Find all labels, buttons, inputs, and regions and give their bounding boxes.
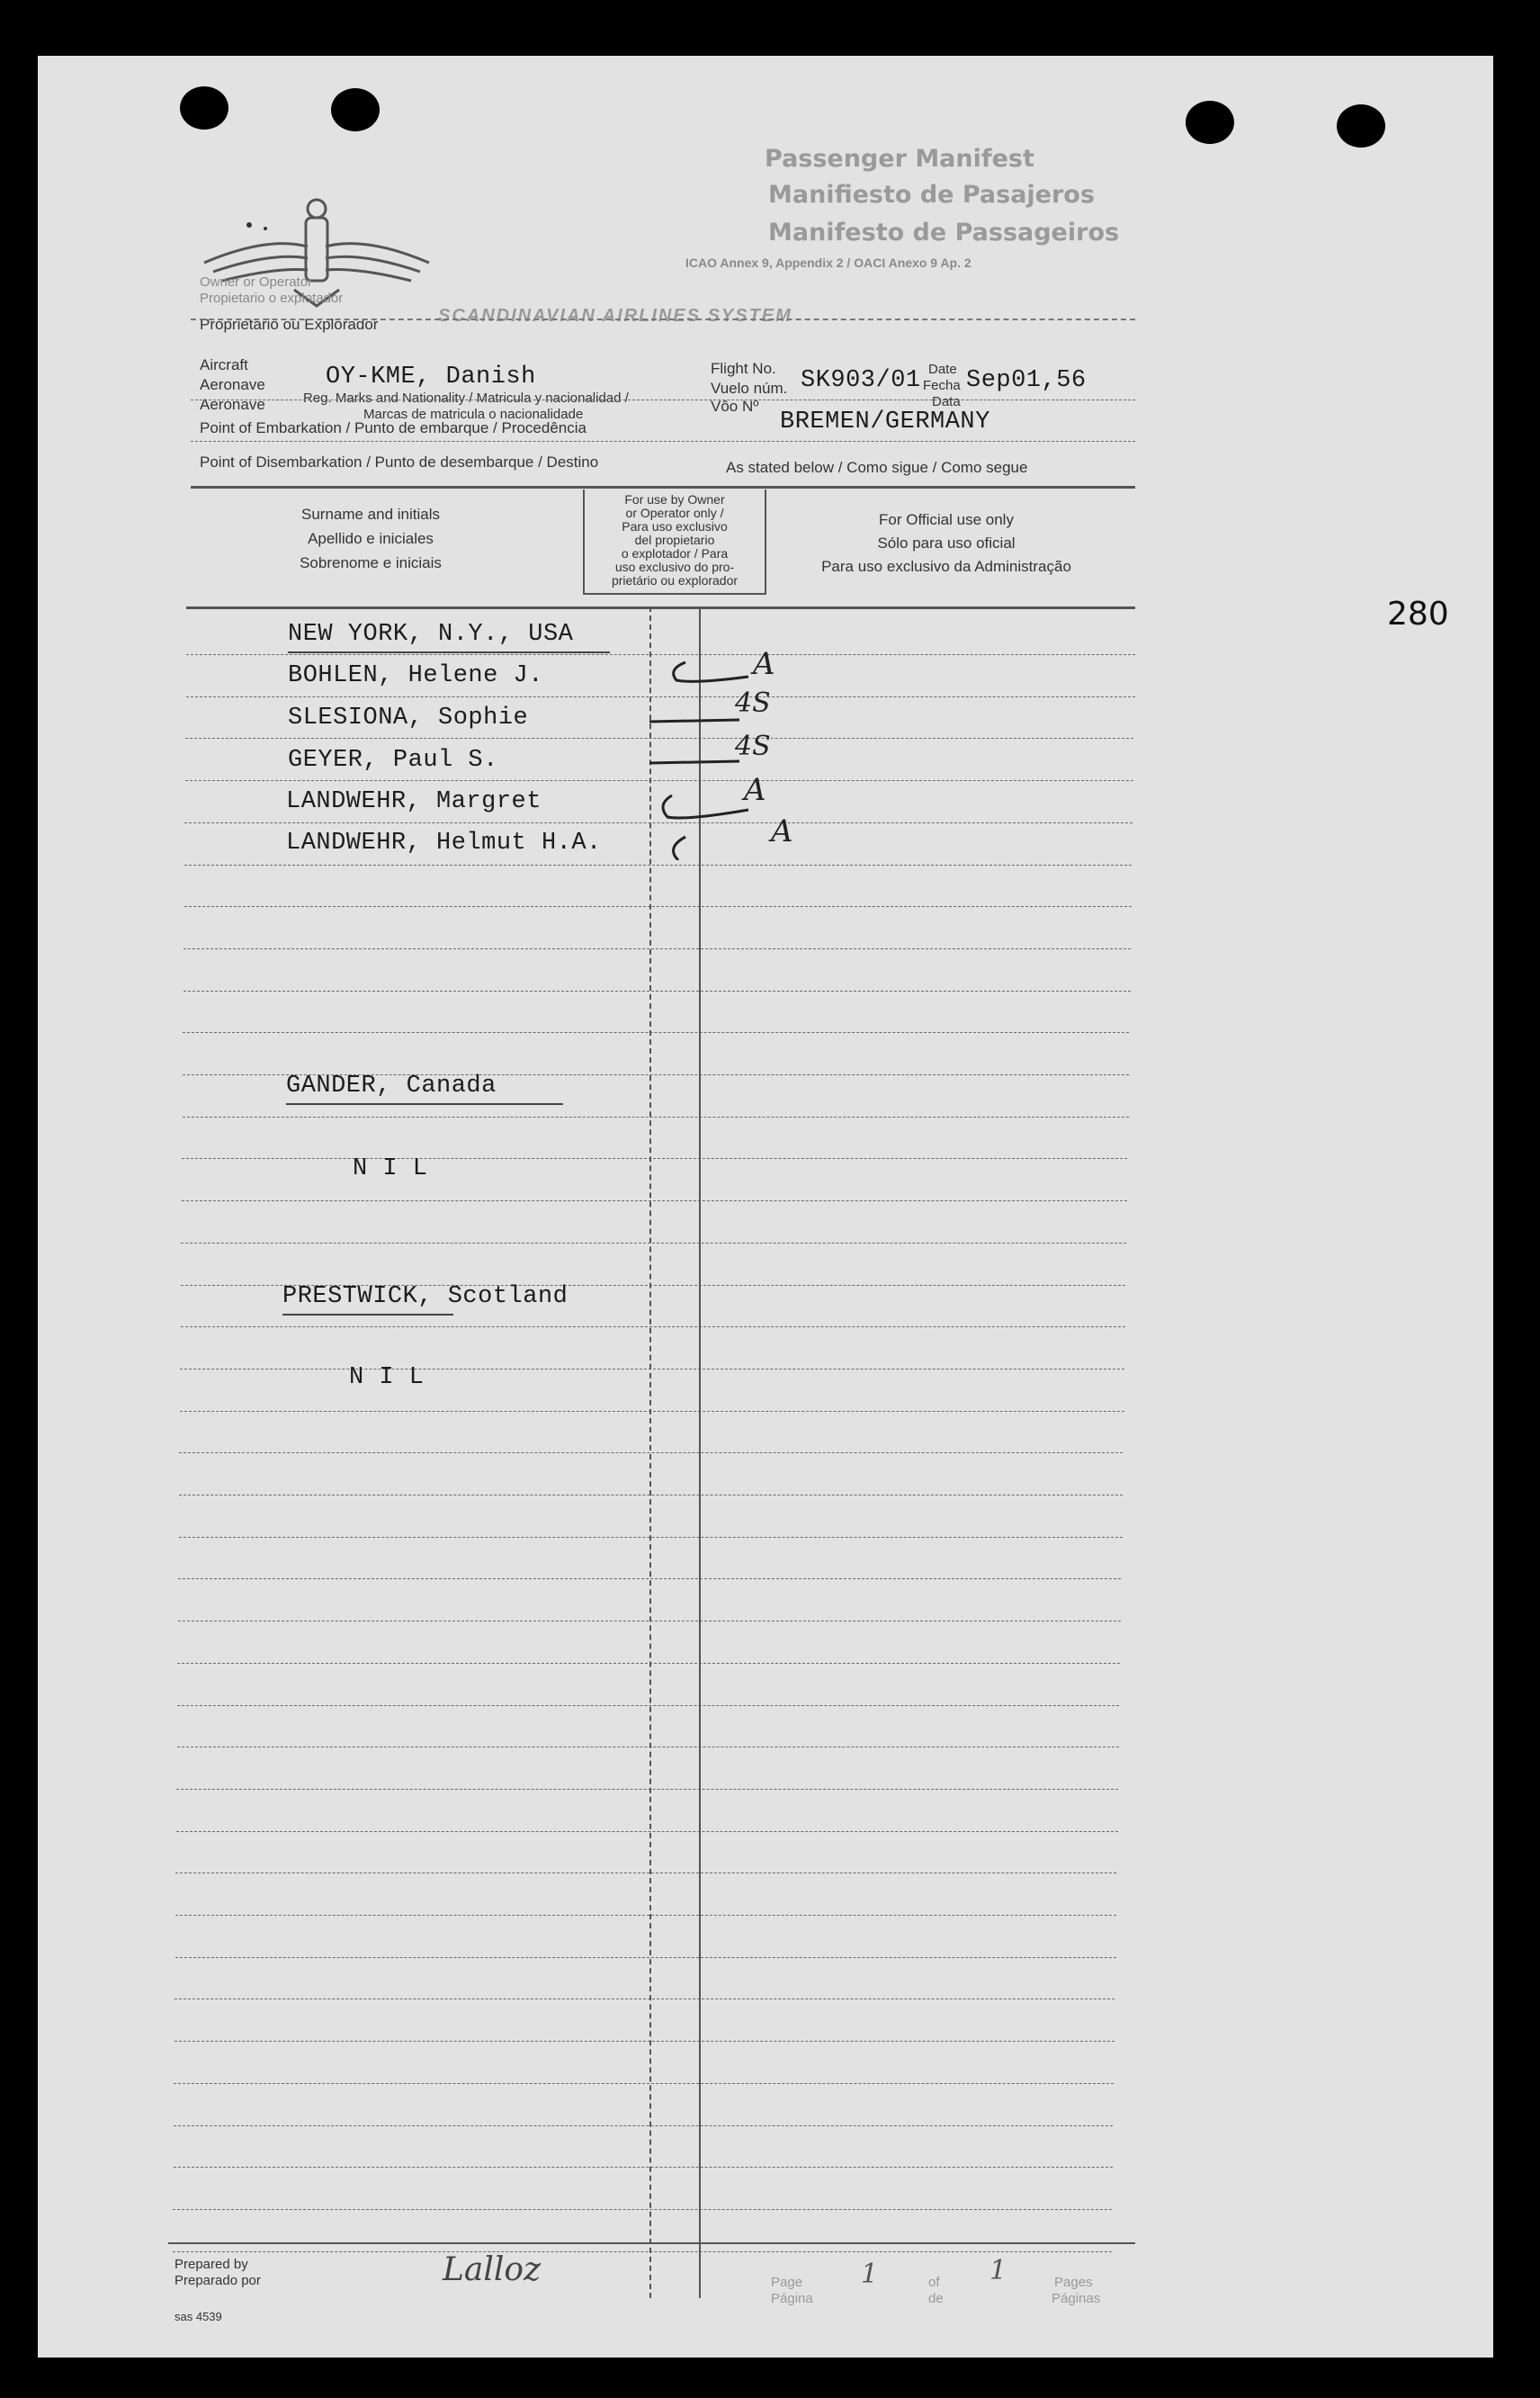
flight-label-pt: Vôo Nº xyxy=(711,398,759,415)
manifest-page xyxy=(38,56,1493,2358)
column-header-rule xyxy=(186,606,1135,609)
owner-column-header: For use by Owner or Operator only / Para uso exclusivo del propietario o explotador / Para uso exclusivo do pro- prietário ou explorador xyxy=(583,489,766,595)
aircraft-caption-1: Reg. Marks and Nationality / Matricula y nacionalidad / xyxy=(303,391,629,406)
table-row-rule xyxy=(175,2041,1115,2042)
table-row-rule xyxy=(175,1957,1116,1958)
nil-entry: N I L xyxy=(349,1364,425,1391)
official-mark: A xyxy=(771,813,793,849)
prepared-label-en: Prepared by xyxy=(175,2257,248,2272)
of-value: 1 xyxy=(989,2255,1007,2286)
table-row-rule xyxy=(180,1369,1124,1370)
table-row-rule xyxy=(174,2083,1114,2084)
embarkation-label: Point of Embarkation / Punto de embarque / Procedência xyxy=(200,419,586,436)
icao-reference: ICAO Annex 9, Appendix 2 / OACI Anexo 9 Ap. 2 xyxy=(685,256,971,270)
punch-hole-icon xyxy=(1337,104,1385,148)
owner-label-es: Propietario o explotador xyxy=(200,291,344,306)
table-row-rule xyxy=(174,2125,1113,2126)
table-row-rule xyxy=(176,1831,1118,1832)
owner-label-pt: Proprietario ou Explorador xyxy=(200,316,379,333)
heading-underline xyxy=(286,1103,563,1105)
passenger-name: GEYER, Paul S. xyxy=(288,747,498,774)
passenger-name: BOHLEN, Helene J. xyxy=(288,662,543,689)
header-rule xyxy=(191,486,1135,489)
table-row-rule xyxy=(176,1789,1118,1790)
table-row-rule xyxy=(181,1326,1125,1327)
official-mark: A xyxy=(753,646,775,682)
embarkation-value: BREMEN/GERMANY xyxy=(780,409,990,436)
column-divider-left xyxy=(649,606,651,2298)
table-row-rule xyxy=(180,1411,1124,1412)
punch-hole-icon xyxy=(1186,101,1234,144)
owner-label-en: Owner or Operator xyxy=(200,274,313,290)
punch-hole-icon xyxy=(331,88,380,131)
aircraft-caption-2: Marcas de matricula o nacionalidade xyxy=(363,407,584,422)
table-row-rule xyxy=(184,948,1131,949)
aircraft-label-en: Aircraft xyxy=(200,356,248,373)
prepared-label-es: Preparado por xyxy=(175,2273,261,2288)
form-number: sas 4539 xyxy=(175,2310,222,2323)
title-en: Passenger Manifest xyxy=(765,145,1034,173)
title-es: Manifiesto de Pasajeros xyxy=(768,181,1095,209)
aircraft-label-es: Aeronave xyxy=(200,376,265,393)
disembarkation-note: As stated below / Como sigue / Como segue xyxy=(726,459,1028,476)
table-row-rule xyxy=(183,1032,1129,1033)
title-pt: Manifesto de Passageiros xyxy=(768,219,1120,247)
table-row-rule xyxy=(184,865,1132,866)
pages-label-en: Pages xyxy=(1054,2275,1093,2290)
official-column-header: For Official use only Sólo para uso oficial Para uso exclusivo da Administração xyxy=(821,511,1071,575)
table-row-rule xyxy=(174,2167,1113,2168)
table-row-rule xyxy=(182,1200,1127,1201)
column-divider-right xyxy=(699,606,701,2298)
embarkation-rule xyxy=(191,441,1135,442)
flight-label-es: Vuelo núm. xyxy=(711,380,788,397)
page-value: 1 xyxy=(861,2259,879,2290)
passenger-name: LANDWEHR, Margret xyxy=(286,788,542,815)
owner-rule xyxy=(191,319,1135,320)
name-column-header: Surname and initials Apellido e iniciales Sobrenome e iniciais xyxy=(300,506,442,571)
passenger-name: LANDWEHR, Helmut H.A. xyxy=(286,830,602,857)
table-row-rule xyxy=(173,2209,1112,2210)
table-row-rule xyxy=(184,991,1131,992)
table-row-rule xyxy=(175,1915,1116,1916)
date-label-es: Fecha xyxy=(923,378,961,393)
pages-label-es: Páginas xyxy=(1052,2291,1101,2306)
of-label-es: de xyxy=(928,2291,944,2306)
page-label-es: Página xyxy=(771,2291,813,2306)
nil-entry: N I L xyxy=(353,1155,428,1182)
table-row-rule xyxy=(184,906,1132,907)
aircraft-label-pt: Aeronave xyxy=(200,396,265,413)
owner-value: SCANDINAVIAN AIRLINES SYSTEM xyxy=(438,306,792,326)
table-row-rule xyxy=(173,2251,1112,2252)
heading-underline xyxy=(282,1314,453,1316)
table-row-rule xyxy=(181,1243,1126,1244)
official-mark: 4S xyxy=(735,731,771,762)
official-mark: A xyxy=(744,772,766,808)
official-mark: 4S xyxy=(735,687,771,719)
page-number: 280 xyxy=(1387,596,1449,633)
heading-underline xyxy=(288,651,610,653)
table-row-rule xyxy=(177,1663,1120,1664)
of-label-en: of xyxy=(928,2275,940,2290)
passenger-name: SLESIONA, Sophie xyxy=(288,705,529,732)
aircraft-value: OY-KME, Danish xyxy=(326,364,536,391)
destination-heading: PRESTWICK, Scotland xyxy=(282,1283,569,1310)
date-label-pt: Data xyxy=(932,394,961,409)
table-row-rule xyxy=(182,1158,1127,1159)
punch-hole-icon xyxy=(180,86,228,130)
destination-heading: GANDER, Canada xyxy=(286,1073,497,1100)
footer-rule xyxy=(168,2242,1135,2244)
page-label-en: Page xyxy=(771,2275,803,2290)
preparer-signature: Lalloz xyxy=(443,2251,542,2288)
table-row-rule xyxy=(177,1705,1119,1706)
disembarkation-label: Point of Disembarkation / Punto de desembarque / Destino xyxy=(200,454,599,471)
flight-date: Sep01,56 xyxy=(966,367,1087,394)
destination-heading: NEW YORK, N.Y., USA xyxy=(288,621,574,648)
table-row-rule xyxy=(175,1998,1115,1999)
table-row-rule xyxy=(183,1117,1129,1118)
flight-value: SK903/01 xyxy=(801,367,921,394)
flight-label-en: Flight No. xyxy=(711,360,776,377)
date-label-en: Date xyxy=(928,362,957,377)
